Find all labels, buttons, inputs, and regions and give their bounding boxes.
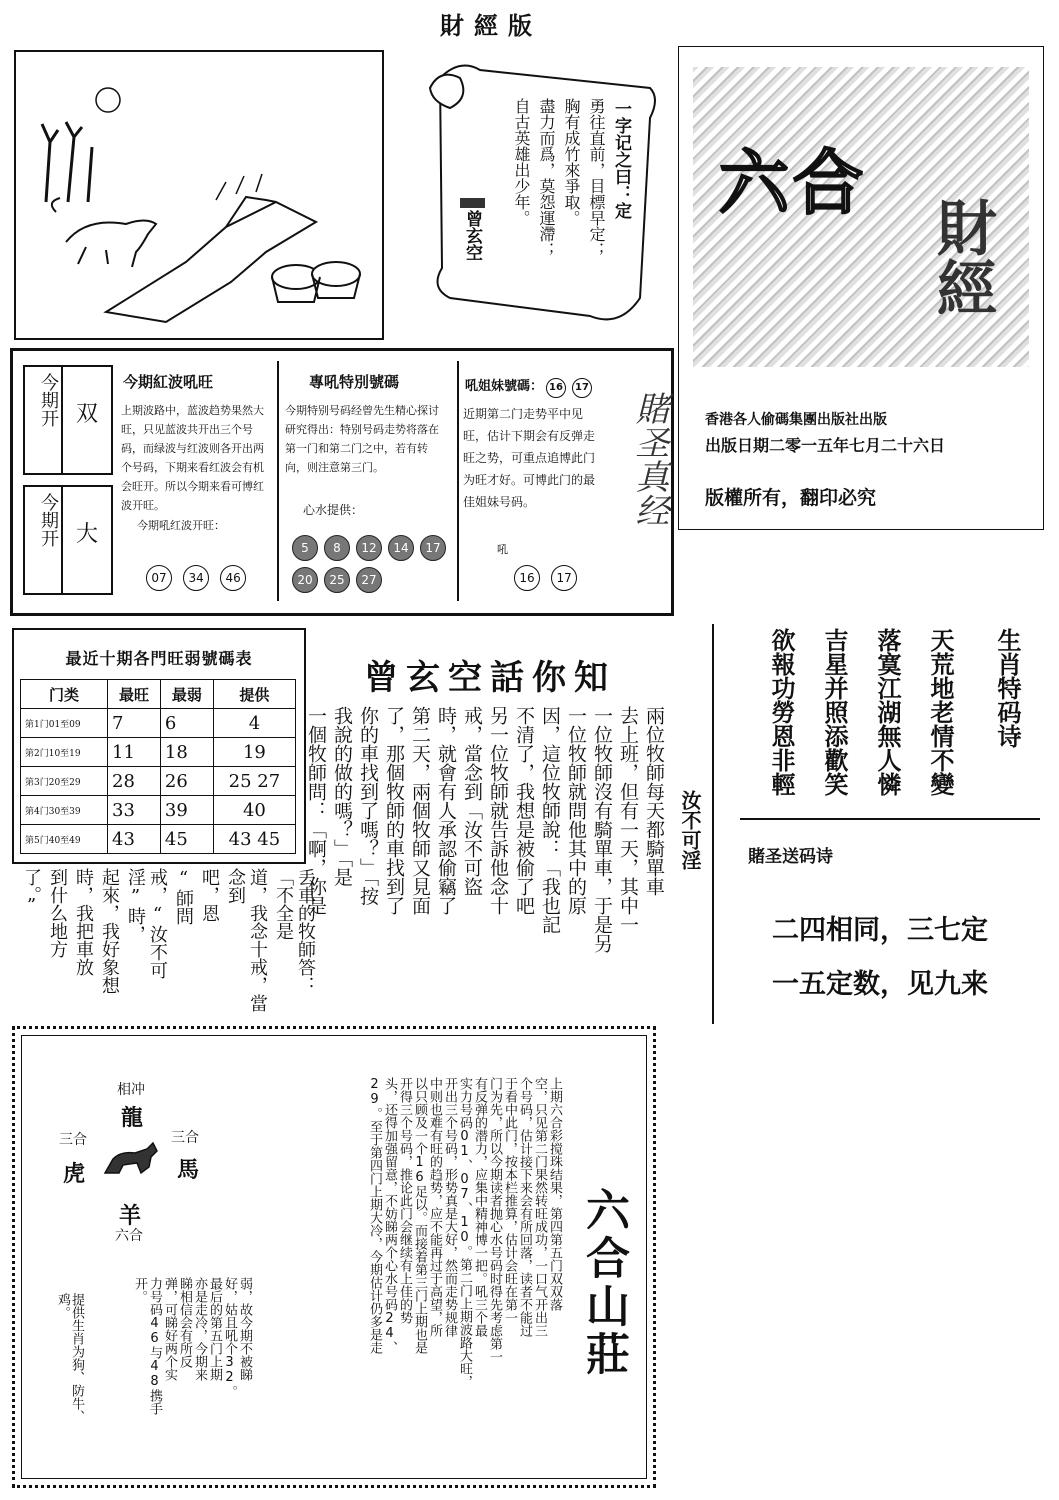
three-tag-right: 三合 <box>171 1130 199 1146</box>
dragon-label: 龍 <box>121 1105 144 1131</box>
open-value: 双 <box>61 367 111 473</box>
poem-column: 吉星并照添歡笑 <box>820 628 849 796</box>
special-body: 今期特别号码经曾先生精心探讨研究得出：特别号码走势将落在第一门和第二门之中，若有转向，则注意第三门。 <box>285 404 439 474</box>
goat-label: 羊 <box>119 1203 142 1229</box>
number-ball: 5 <box>292 535 318 561</box>
villa-column: 亦是走冷，今期来 <box>192 1277 207 1381</box>
gift-poem-line: 二四相同，三七定 <box>772 915 988 946</box>
villa-title: 六合山莊 <box>578 1187 629 1379</box>
number-ball: 16 <box>546 378 566 398</box>
row-max: 7 <box>108 709 161 738</box>
story-answer-columns <box>21 868 316 1018</box>
row-max: 28 <box>108 767 161 796</box>
villa-column: 实力号码01、07、10。第二门上期波路大旺， <box>457 1077 472 1388</box>
motto-heading: 一字记之曰：定 <box>611 100 631 219</box>
motto-scroll <box>420 58 660 328</box>
story-column: “師問 <box>173 868 194 925</box>
row-min: 18 <box>160 738 213 767</box>
story-column: 第二天，兩個牧師又見面 <box>409 706 431 915</box>
villa-column: 头，还得加强留意，不妨睇两个心水号码24、 <box>382 1077 397 1354</box>
row-label: 第1门01至09 <box>21 709 108 738</box>
poem-column: 欲報功勞恩非輕 <box>767 628 796 796</box>
villa-column: 29。至于第四门上期大冷，今期估计仍多是走 <box>367 1077 382 1354</box>
story-title: 曾玄空話你知 <box>364 658 616 698</box>
zodiac-poem-title: 生肖特码诗 <box>993 628 1022 748</box>
table-header: 提供 <box>213 680 295 709</box>
motto-line: 自古英雄出少年。 <box>512 98 531 226</box>
number-ball: 12 <box>356 535 382 561</box>
red-wave-numbers <box>143 565 249 591</box>
story-column: 起來，我好象想 <box>99 868 120 994</box>
red-wave-body: 上期波路中，蓝波趋势果然大旺，只见蓝波共开出三个号码，而绿波与红波则各开出两个号码，下期来看红波会有机会旺开。所以今期来看可博红波开旺。 <box>121 404 264 512</box>
row-label: 第2门10至19 <box>21 738 108 767</box>
cover-script: 財經 <box>927 197 997 317</box>
divider <box>277 361 279 601</box>
ten-table <box>20 679 296 854</box>
table-row <box>21 825 296 854</box>
row-give: 19 <box>213 738 295 767</box>
row-min: 6 <box>160 709 213 738</box>
villa-column: 于看中此门，按本栏推算，估计会旺在第一 <box>502 1077 517 1324</box>
table-header: 最旺 <box>108 680 161 709</box>
villa-column: 力号码46与48携手 <box>147 1277 162 1415</box>
horse-label: 馬 <box>177 1157 200 1183</box>
story-column: 道，我念十戒，當念到 <box>225 868 268 1012</box>
table-row <box>21 738 296 767</box>
story-column: 到什么地方 <box>47 868 68 958</box>
page-title: 財經版 <box>440 11 542 40</box>
row-max: 11 <box>108 738 161 767</box>
row-label: 第3门20至29 <box>21 767 108 796</box>
villa-column: 开出三个号码，形势真是大好，然而走势规律 <box>442 1077 457 1337</box>
cover-date: 出版日期二零一五年七月二十六日 <box>705 436 946 455</box>
villa-column: 开得三个号码，推论此门会继续有上佳的势 <box>397 1077 412 1324</box>
villa-column: 上期六合彩搅珠结果，第四第五门双双落 <box>547 1077 562 1311</box>
table-row <box>21 709 296 738</box>
divider <box>712 624 714 1024</box>
six-tag: 六合 <box>115 1228 143 1244</box>
story-column: 一位牧師沒有騎單車，于是另 <box>591 706 613 953</box>
gift-poem-line: 一五定数，见九来 <box>772 969 988 1000</box>
gift-poem-title: 賭圣送码诗 <box>748 847 833 867</box>
three-tag-left: 三合 <box>59 1132 87 1148</box>
dog-bridge-illustration <box>16 52 382 338</box>
cover-logo: 六合 <box>719 141 867 224</box>
open-box-2 <box>23 485 113 595</box>
number-ball: 16 <box>514 565 540 591</box>
row-give: 40 <box>213 796 295 825</box>
sister-body: 近期第二门走势平中见旺，估计下期会有反弹走旺之势，可重点追博此门为旺才好。可博此门的最佳姐妹号码。 <box>463 407 596 509</box>
number-ball: 07 <box>146 565 172 591</box>
story-side-title: 汝不可淫 <box>678 790 702 870</box>
number-ball: 8 <box>324 535 350 561</box>
poem-column: 天荒地老情不變 <box>926 628 955 796</box>
villa-column: 好，姑且吼个32。 <box>222 1277 237 1398</box>
sister-title <box>465 375 595 398</box>
villa-column: 弱，故今期不被睇 <box>237 1277 252 1381</box>
clash-tag: 相冲 <box>117 1082 145 1098</box>
row-min: 45 <box>160 825 213 854</box>
story-column: 時，就會有人承認偷竊了 <box>435 706 457 915</box>
open-label: 今期开 <box>38 373 59 427</box>
story-column: 你的車找到了嗎？」「按 <box>357 706 379 906</box>
villa-columns <box>231 1077 561 1467</box>
row-min: 26 <box>160 767 213 796</box>
number-ball: 20 <box>292 567 318 593</box>
table-row <box>21 767 296 796</box>
cover-copyright: 版權所有，翻印必究 <box>705 487 877 509</box>
open-label: 今期开 <box>38 493 59 547</box>
row-max: 43 <box>108 825 161 854</box>
ten-period-table-panel <box>12 628 306 864</box>
red-wave-title: 今期紅波吼旺 <box>123 373 214 391</box>
motto-line: 盡力而爲，莫怨運滯； <box>537 98 556 258</box>
dog-icon <box>101 1139 163 1181</box>
story-column: 一個牧師問：「啊，你是 <box>305 706 327 915</box>
open-box-1 <box>23 365 113 475</box>
story-column: 戒，“汝不可淫”時， <box>125 868 168 979</box>
story-column: 一位牧師就問他其中的原 <box>565 706 587 915</box>
special-numbers <box>289 531 455 595</box>
villa-column: 有反弹的潜力，应集中精神博一把。吼三个最 <box>472 1077 487 1337</box>
story-column: 丢車的牧師答：「不全是 <box>273 868 316 994</box>
row-min: 39 <box>160 796 213 825</box>
row-label: 第5门40至49 <box>21 825 108 854</box>
divider <box>457 361 459 601</box>
red-wave-footer: 今期吼红波开旺： <box>137 519 225 532</box>
number-ball: 34 <box>183 565 209 591</box>
story-column: 另一位牧師就告訴他念十 <box>487 706 509 915</box>
story-column: 兩位牧師每天都騎單車 <box>643 706 665 896</box>
row-give: 4 <box>213 709 295 738</box>
table-header: 最弱 <box>160 680 213 709</box>
prediction-panel <box>10 348 674 616</box>
table-row <box>21 796 296 825</box>
villa-tip: 提供生肖为狗、防牛、鸡。 <box>55 1293 84 1423</box>
zodiac-poem <box>764 628 1025 796</box>
villa-column: 中则也难有旺的趋势，应不能再过于高望，所 <box>427 1077 442 1337</box>
tiger-label: 虎 <box>63 1161 86 1187</box>
number-ball: 17 <box>572 378 592 398</box>
number-ball: 14 <box>388 535 414 561</box>
motto-author: 曾玄空 <box>460 198 485 261</box>
motto-line: 胸有成竹來爭取。 <box>562 98 581 226</box>
sister-title-text: 吼姐妹號碼： <box>465 379 544 394</box>
row-give: 43 45 <box>213 825 295 854</box>
row-give: 25 27 <box>213 767 295 796</box>
heart-label: 心水提供： <box>303 503 364 517</box>
ten-table-title: 最近十期各門旺弱號碼表 <box>65 649 253 668</box>
story-column: 了，那個牧師的車找到了 <box>383 706 405 915</box>
cover-publisher: 香港各人偷碼集團出版社出版 <box>705 412 887 428</box>
story-columns <box>305 706 666 1026</box>
sister-numbers <box>511 565 580 591</box>
villa-column: 空，只见第二门果然转旺成功，一口气开出三 <box>532 1077 547 1337</box>
story-column: 吧，恩 <box>199 868 220 922</box>
villa-column: 以只顾及一个16足以。而接着第三门上期也是 <box>412 1077 427 1354</box>
number-ball: 25 <box>324 567 350 593</box>
special-title: 專吼特別號碼 <box>309 373 400 391</box>
table-header: 门类 <box>21 680 108 709</box>
motto-line: 勇往直前，目標早定； <box>587 98 606 258</box>
number-ball: 17 <box>420 535 446 561</box>
row-max: 33 <box>108 796 161 825</box>
cover-panel <box>678 46 1044 530</box>
villa-column: 弹，可睇好两个实 <box>162 1277 177 1381</box>
villa-column: 最后的第五门上期 <box>207 1277 222 1381</box>
story-column: 了。” <box>21 868 42 916</box>
story-column: 因，這位牧師說：「我也記 <box>539 706 561 934</box>
poem-column: 落寞江湖無人憐 <box>873 628 902 796</box>
story-column: 不清了，我想是被偷了吧 <box>513 706 535 915</box>
story-column: 戒，當念到「汝不可盜 <box>461 706 483 896</box>
villa-panel <box>12 1026 656 1488</box>
villa-column: 门为先，所以今期读者抛心水号码时得先考虑第一 <box>487 1077 502 1363</box>
villa-column: 开。 <box>132 1277 147 1303</box>
illustration-panel <box>14 50 384 340</box>
story-column: 去上班，但有一天，其中一 <box>617 706 639 934</box>
villa-columns-lower <box>91 1277 251 1467</box>
divider <box>740 818 1040 820</box>
number-ball: 46 <box>220 565 246 591</box>
story-column: 我說的做的嗎？」「是 <box>331 706 353 887</box>
side-slogan: 賭圣真经 <box>629 391 669 527</box>
number-ball: 17 <box>551 565 577 591</box>
open-value: 大 <box>61 487 111 593</box>
row-label: 第4门30至39 <box>21 796 108 825</box>
villa-column: 睇相信会有所反 <box>177 1277 192 1368</box>
sister-footer: 吼 <box>497 543 508 556</box>
story-column: 時，我把車放 <box>73 868 94 976</box>
villa-column: 个号码，估计接下来会有所回落，读者不能过 <box>517 1077 532 1337</box>
number-ball: 27 <box>356 567 382 593</box>
